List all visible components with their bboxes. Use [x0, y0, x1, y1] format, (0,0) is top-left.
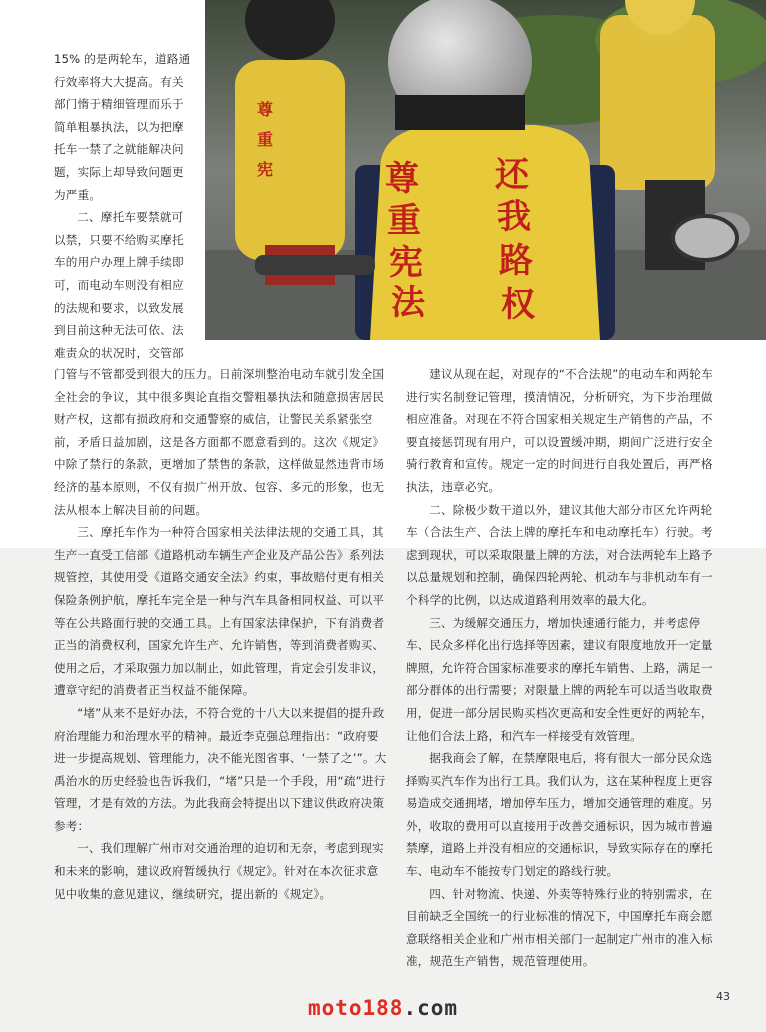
svg-text:重: 重: [387, 201, 421, 241]
mirror: [673, 216, 737, 260]
paragraph: 门管与不管都受到很大的压力。日前深圳整治电动车就引发全国全社会的争议，其中很多舆论直指交警粗暴执法和随意损害居民财产权，这都有损政府和交通警察的威信，让警民关系紧张空前，矛盾日益加剧，这是各方面都不愿意看到的。这次《规定》中除了禁行的条款，更增加了禁售的条款，这样做显然违背市场经济的基本原则，不仅有损广州开放、包容、多元的形象，也无法从根本上解决目前的问题。: [54, 367, 385, 517]
svg-text:尊: 尊: [257, 100, 274, 119]
column-3: [406, 363, 719, 973]
page-number: 43: [716, 990, 730, 1003]
column-1: [54, 48, 194, 364]
svg-text:法: 法: [391, 283, 425, 323]
paragraph: 四、针对物流、快递、外卖等特殊行业的特别需求，在目前缺乏全国统一的行业标准的情况下，中国摩托车商会愿意联络相关企业和广州市相关部门一起制定广州市的准入标准，规范生产销售，规范管理使用。: [406, 886, 713, 969]
paragraph: “堵”从来不是好办法，不符合党的十八大以来提倡的提升政府治理能力和治理水平的精神。最近李克强总理指出：“政府要进一步提高规划、管理能力，决不能光图省事、‘一禁了之’”。大禹治水的历史经验也告诉我们，“堵”只是一个手段，用“疏”进行管理，才是有效的方法。为此我商会特提出以下建议供政府决策参考：: [54, 705, 387, 833]
paragraph: 建议从现在起，对现存的“不合法规”的电动车和两轮车进行实名制登记管理，摸清情况，分析研究，为下步治理做相应准备。对现在不符合国家相关规定生产销售的产品，不要直接惩罚现有用户，可以设置缓冲期，期间广泛进行安全骑行教育和宣传。规定一定的时间进行自我处置后，再严格执法，违章必究。: [406, 367, 713, 494]
svg-text:尊: 尊: [385, 159, 419, 199]
watermark: [0, 996, 766, 1020]
paragraph: 二、摩托车要禁就可以禁，只要不给购买摩托车的用户办理上牌手续即可，而电动车则没有相应的法规和要求，以致发展到目前这种无法可依、法难责众的状况时，交管部: [54, 210, 184, 360]
svg-text:还: 还: [495, 155, 529, 195]
svg-text:权: 权: [501, 285, 535, 325]
watermark-site: moto188: [307, 996, 404, 1020]
paragraph: 一、我们理解广州市对交通治理的迫切和无奈，考虑到现实和未来的影响，建议政府暂缓执行《规定》。针对在本次征求意见中收集的意见建议，继续研究，提出新的《规定》。: [54, 841, 384, 901]
svg-text:路: 路: [499, 241, 533, 281]
watermark-tld: .com: [403, 996, 459, 1020]
protest-photo: [205, 0, 766, 340]
svg-text:我: 我: [497, 197, 531, 237]
svg-text:宪: 宪: [389, 243, 423, 283]
paragraph: 据我商会了解，在禁摩限电后，将有很大一部分民众选择购买汽车作为出行工具。我们认为，这在某种程度上更容易造成交通拥堵，增加停车压力，增加交通管理的难度。另外，收取的费用可以直接用于改善交通标识，因为城市普遍禁摩，道路上并没有相应的交通标识，导致实际存在的摩托车、电动车不能按专门划定的路线行驶。: [406, 751, 713, 879]
paragraph: 15% 的是两轮车，道路通行效率将大大提高。有关部门惰于精细管理而乐于简单粗暴执法，以为把摩托车一禁了之就能解决问题，实际上却导致问题更为严重。: [54, 52, 191, 202]
paragraph: 二、除极少数干道以外，建议其他大部分市区允许两轮车（合法生产、合法上牌的摩托车和电动摩托车）行驶。考虑到现状，可以采取限量上牌的方法，对合法两轮车上路予以总量规划和控制，确保四轮两轮、机动车与非机动车有一个科学的比例，以达成道路利用效率的最大化。: [406, 502, 713, 607]
column-2: [54, 363, 388, 905]
paragraph: 三、摩托车作为一种符合国家相关法律法规的交通工具，其生产一直受工信部《道路机动车辆生产企业及产品公告》系列法规管控，其使用受《道路交通安全法》约束，事故赔付更有相关保险条例护航，摩托车完全是一种与汽车具备相同权益、可以平等在公共路面行驶的交通工具。上有国家法律保护，下有消费者正当的消费权利，国家允许生产、允许销售，等到消费者购买、使用之后，才采取强力加以制止，如此管理，肯定会引发非议，遭章守纪的消费者正当权益不能保障。: [54, 525, 385, 698]
paragraph: 三、为缓解交通压力，增加快速通行能力，并考虑停车、民众多样化出行选择等因素，建议有限度地放开一定量牌照，允许符合国家标准要求的摩托车销售、上路，满足一部分群体的出行需要；对限量上牌的两轮车可以适当收取费用，促进一部分居民购买档次更高和安全性更好的两轮车，让他们合法上路，和汽车一样接受有效管理。: [406, 615, 713, 743]
svg-text:宪: 宪: [257, 160, 274, 179]
svg-text:重: 重: [257, 130, 274, 149]
